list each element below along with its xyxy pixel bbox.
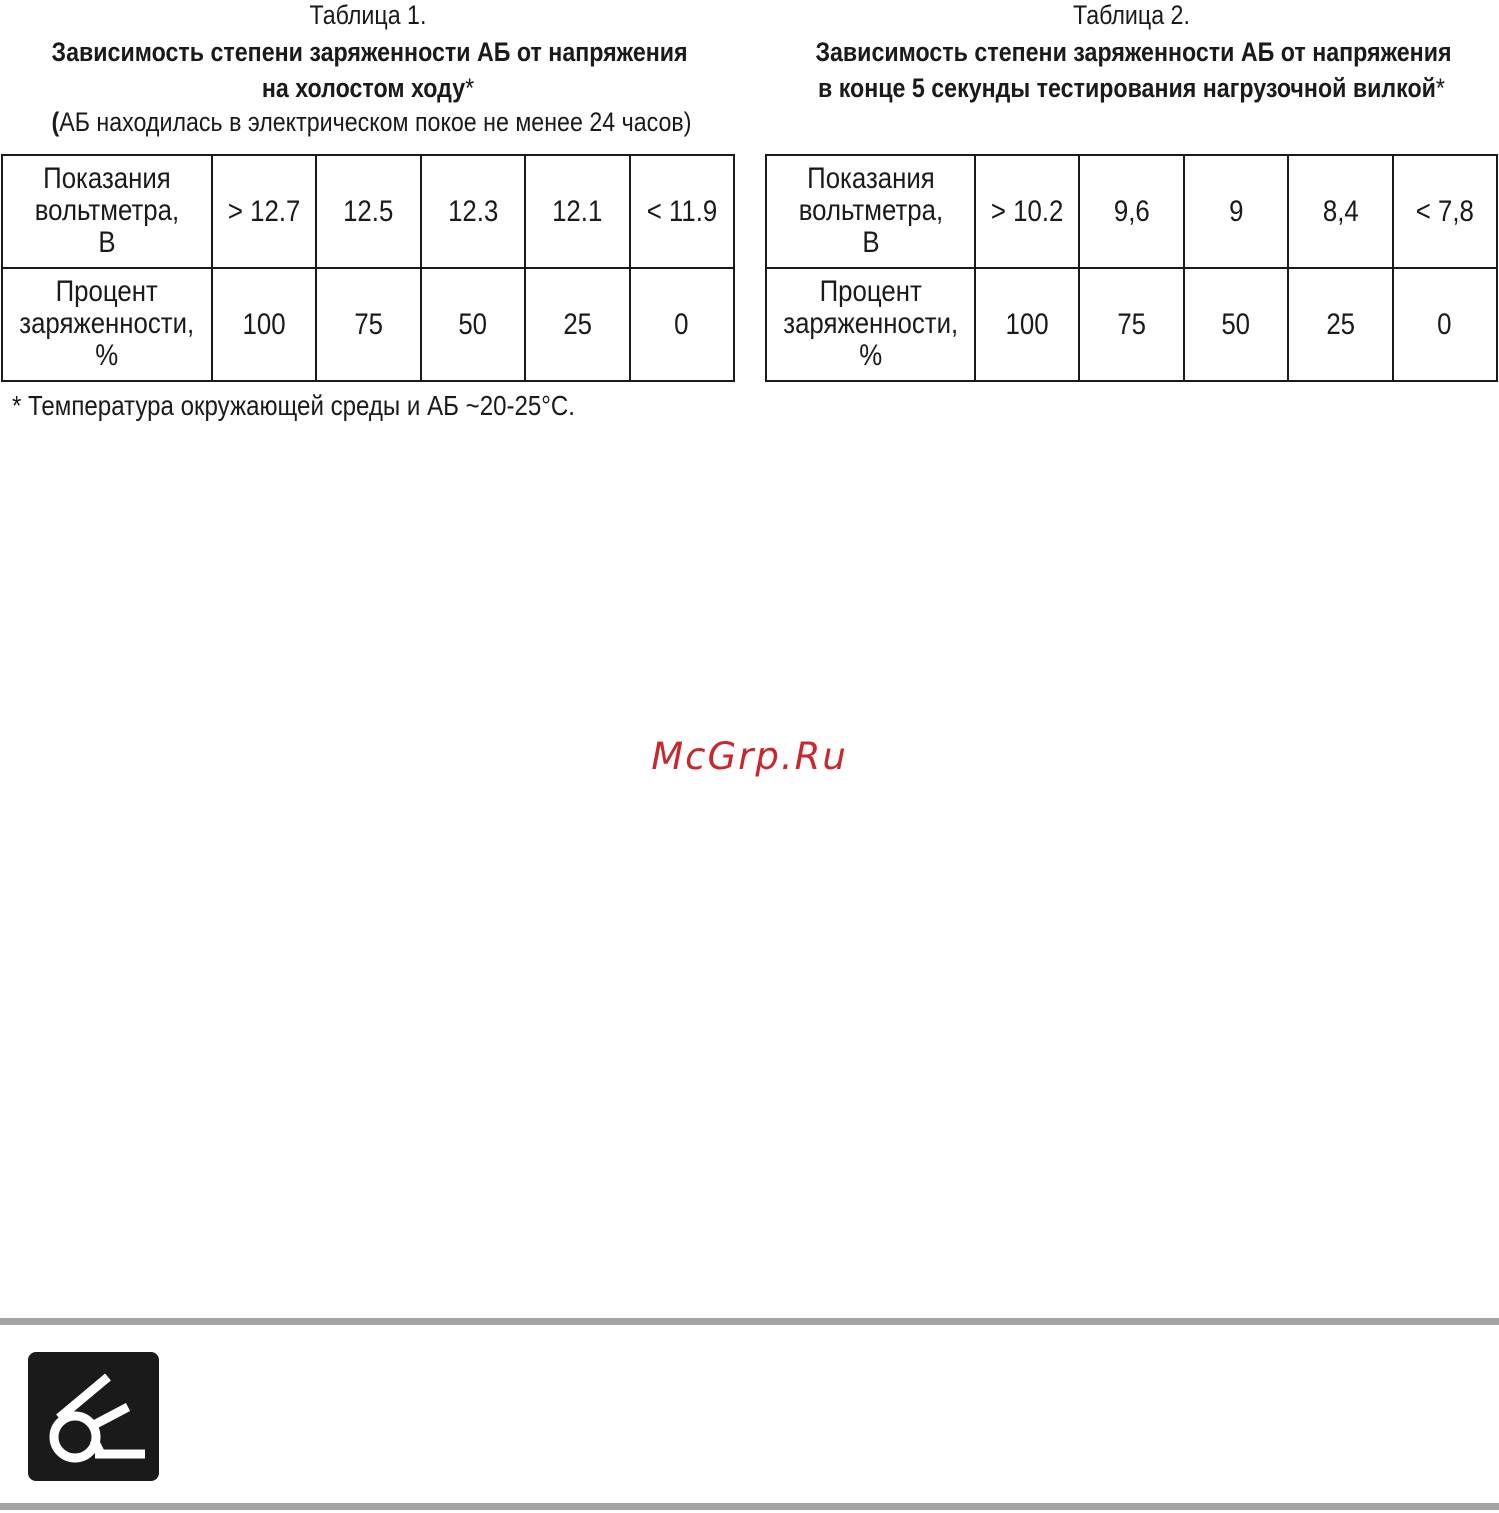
table1-cell: 75 (316, 268, 420, 381)
table1-cell: 50 (421, 268, 525, 381)
table2-cell: 8,4 (1288, 155, 1392, 268)
table2-title-asterisk: * (1435, 73, 1445, 103)
table2-cell: 25 (1288, 268, 1392, 381)
table1-number: Таблица 1. (309, 0, 427, 30)
table1-cell: 12.5 (316, 155, 420, 268)
table2-cell: 0 (1393, 268, 1497, 381)
table2-title-line1: Зависимость степени заряженности АБ от напряжения (815, 37, 1452, 67)
table1-note: (АБ находилась в электрическом покое не менее 24 часов) (51, 107, 692, 137)
table2-number: Таблица 2. (1073, 0, 1190, 30)
watermark: McGrp.Ru (651, 735, 848, 778)
table1-row-percent (2, 268, 734, 381)
table1-cell: > 12.7 (212, 155, 316, 268)
table1-title-line2: на холостом ходу* (261, 73, 475, 103)
table1-title-line1: Зависимость степени заряженности АБ от напряжения (51, 37, 688, 67)
table2-cell: < 7,8 (1393, 155, 1497, 268)
table1-row-label: Процент заряженности, % (2, 268, 212, 381)
table2-row-label: Процент заряженности, % (766, 268, 975, 381)
table1-cell: 0 (630, 268, 734, 381)
table1-title-asterisk: * (465, 73, 475, 103)
table1-header (0, 0, 736, 138)
table1-title (51, 34, 688, 106)
table2-row-percent (766, 268, 1497, 381)
table2-cell: 9 (1184, 155, 1288, 268)
table1-row-voltage (2, 155, 734, 268)
table2-cell: > 10.2 (975, 155, 1079, 268)
table2-row-voltage (766, 155, 1497, 268)
table1-cell: 12.3 (421, 155, 525, 268)
top-divider (0, 1318, 1499, 1325)
table1-cell: 100 (212, 268, 316, 381)
load-fork-probe-icon-svg (28, 1352, 159, 1481)
table1 (1, 154, 735, 382)
table2-header (764, 0, 1499, 106)
table2-title-line2: в конце 5 секунды тестирования нагрузочной вилкой* (818, 73, 1445, 103)
bottom-divider (0, 1503, 1499, 1510)
table1-footnote: * Температура окружающей среды и АБ ~20-25°С. (12, 390, 575, 421)
table2-cell: 50 (1184, 268, 1288, 381)
load-fork-probe-icon (28, 1352, 159, 1481)
table2-row-label: Показания вольтметра, В (766, 155, 975, 268)
table1-cell: < 11.9 (630, 155, 734, 268)
table1-row-label: Показания вольтметра, В (2, 155, 212, 268)
table2 (765, 154, 1498, 382)
table2-cell: 75 (1079, 268, 1183, 381)
table2-cell: 100 (975, 268, 1079, 381)
table1-cell: 25 (525, 268, 629, 381)
table1-cell: 12.1 (525, 155, 629, 268)
table2-cell: 9,6 (1079, 155, 1183, 268)
table2-title (815, 34, 1452, 106)
